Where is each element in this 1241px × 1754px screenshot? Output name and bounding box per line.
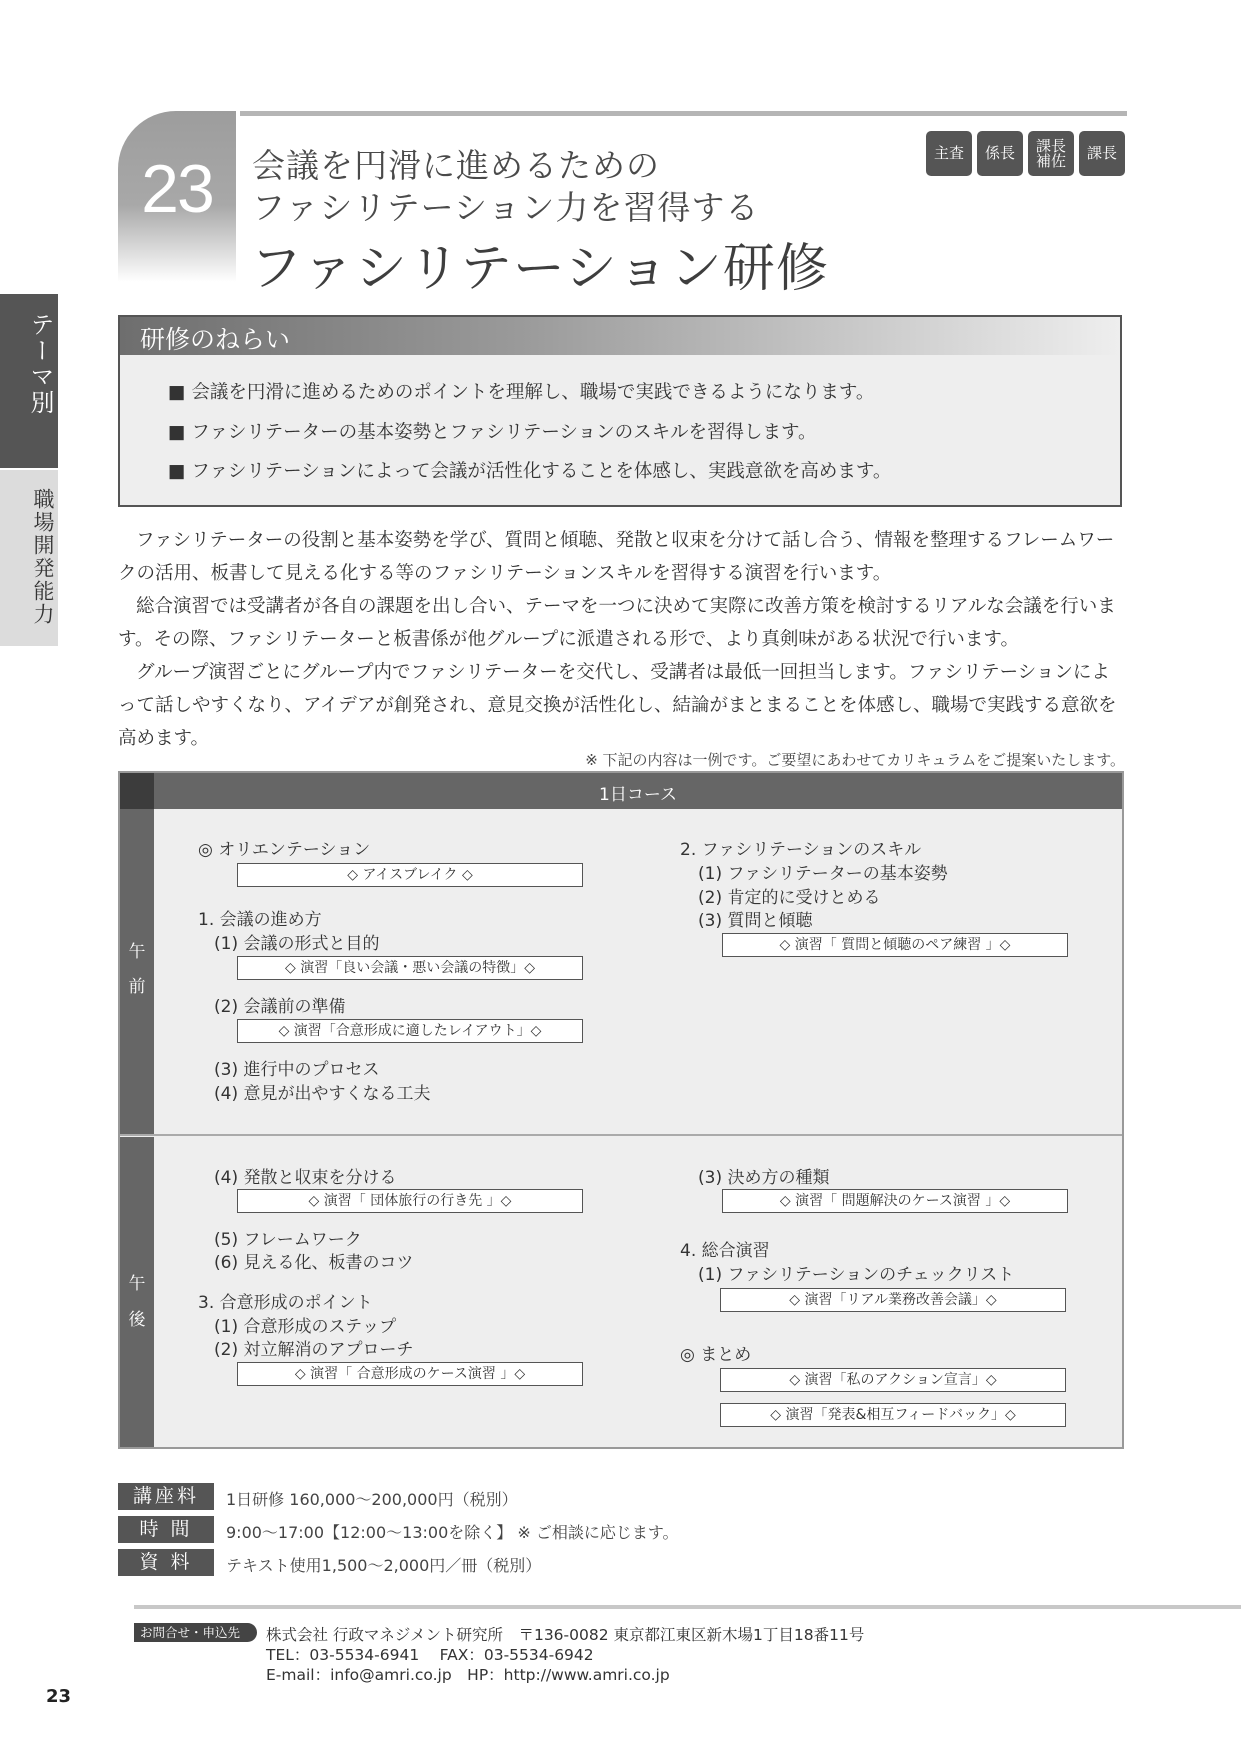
- subtitle-line-1: 会議を円滑に進めるための: [252, 146, 660, 185]
- contact-address: 株式会社 行政マネジメント研究所 〒136-0082 東京都江東区新木場1丁目18番11号: [266, 1626, 865, 1644]
- item-3-2: (2) 対立解消のアプローチ: [214, 1340, 414, 1360]
- section-4: 4. 総合演習: [680, 1241, 770, 1261]
- aim-item-3: ■ ファシリテーションによって会議が活性化することを体感し、実践意欲を高めます。: [168, 461, 892, 482]
- section-2: 2. ファシリテーションのスキル: [680, 840, 922, 860]
- exercise-6: ◇ 演習「 問題解決のケース演習 」◇: [722, 1189, 1068, 1213]
- item-2-5: (5) フレームワーク: [214, 1230, 362, 1250]
- material-label: 資 料: [118, 1549, 214, 1576]
- item-1-4: (4) 意見が出やすくなる工夫: [214, 1084, 431, 1104]
- orientation: ◎ オリエンテーション: [198, 840, 371, 860]
- item-2-2: (2) 肯定的に受けとめる: [698, 888, 881, 908]
- item-2-1: (1) ファシリテーターの基本姿勢: [698, 864, 948, 884]
- pm-label-2: 後: [128, 1310, 146, 1330]
- subtitle-line-2: ファシリテーション力を習得する: [252, 188, 760, 227]
- item-3-1: (1) 合意形成のステップ: [214, 1317, 397, 1337]
- description-para-1: ファシリテーターの役割と基本姿勢を学び、質問と傾聴、発散と収束を分けて話し合う、情報を整理するフレームワークの活用、板書して見える化する等のファシリテーションスキルを習得する演習を行います。: [118, 530, 1115, 584]
- description-para-2: 総合演習では受講者が各自の課題を出し合い、テーマを一つに決めて実際に改善方策を検討するリアルな会議を行います。その際、ファシリテーターと板書係が他グループに派遣される形で、より真剣味がある状況で行います。: [118, 596, 1116, 650]
- badge-kacho-hosa: 課長 補佐: [1028, 131, 1074, 176]
- am-pm-divider: [120, 1134, 1122, 1136]
- side-tab-theme[interactable]: [0, 294, 58, 468]
- exercise-2: ◇ 演習「合意形成に適したレイアウト」◇: [237, 1019, 583, 1043]
- fee-label: 講座料: [118, 1483, 214, 1510]
- exercise-7: ◇ 演習「リアル業務改善会議」◇: [720, 1288, 1066, 1312]
- page-number: 23: [46, 1686, 72, 1707]
- item-1-2: (2) 会議前の準備: [214, 997, 346, 1017]
- contact-phone: TEL：03-5534-6941 FAX：03-5534-6942: [266, 1646, 594, 1664]
- exercise-8: ◇ 演習「私のアクション宣言」◇: [720, 1368, 1066, 1392]
- curriculum-note: ※ 下記の内容は一例です。ご要望にあわせてカリキュラムをご提案いたします。: [585, 751, 1125, 769]
- course-length: 1日コース: [599, 785, 677, 805]
- time-value: 9:00〜17:00【12:00〜13:00を除く】 ※ ご相談に応じます。: [226, 1523, 679, 1542]
- exercise-1: ◇ 演習「良い会議・悪い会議の特徴」◇: [237, 956, 583, 980]
- item-2-3: (3) 質問と傾聴: [698, 911, 813, 931]
- footer-rule: [134, 1605, 1241, 1609]
- exercise-9: ◇ 演習「発表&相互フィードバック」◇: [720, 1403, 1066, 1427]
- exercise-3: ◇ 演習「 質問と傾聴のペア練習 」◇: [722, 933, 1068, 957]
- item-3-3: (3) 決め方の種類: [698, 1168, 830, 1188]
- contact-web: E-mail：info@amri.co.jp HP：http://www.amri.co.jp: [266, 1666, 670, 1684]
- side-tab-workplace[interactable]: [0, 470, 58, 646]
- item-4-1: (1) ファシリテーションのチェックリスト: [698, 1265, 1015, 1285]
- am-label-2: 前: [128, 977, 146, 997]
- header-top-rule: [240, 111, 1127, 116]
- item-1-3: (3) 進行中のプロセス: [214, 1060, 380, 1080]
- time-label: 時 間: [118, 1516, 214, 1543]
- pm-label-1: 午: [128, 1274, 146, 1294]
- course-number: 23: [141, 151, 213, 227]
- curriculum-header-corner: [120, 773, 154, 809]
- fee-value: 1日研修 160,000〜200,000円（税別）: [226, 1490, 518, 1509]
- badge-shusa: 主査: [926, 131, 972, 176]
- side-tab-theme-label: テーマ別: [26, 312, 54, 416]
- exercise-icebreak: ◇ アイスブレイク ◇: [237, 863, 583, 887]
- item-1-1: (1) 会議の形式と目的: [214, 934, 380, 954]
- aim-item-2: ■ ファシリテーターの基本姿勢とファシリテーションのスキルを習得します。: [168, 422, 817, 443]
- contact-label: お問合せ・申込先: [134, 1623, 257, 1642]
- badge-kakaricho: 係長: [977, 131, 1023, 176]
- aims-heading: 研修のねらい: [140, 325, 291, 354]
- side-tab-workplace-label: 職場開発能力: [31, 488, 55, 626]
- section-1: 1. 会議の進め方: [198, 910, 322, 930]
- am-label-1: 午: [128, 942, 146, 962]
- badge-kacho: 課長: [1079, 131, 1125, 176]
- section-3: 3. 合意形成のポイント: [198, 1293, 373, 1313]
- description-para-3: グループ演習ごとにグループ内でファシリテーターを交代し、受講者は最低一回担当します。ファシリテーションによって話しやすくなり、アイデアが創発され、意見交換が活性化し、結論がまとまることを体感し、職場で実践する意欲を高めます。: [118, 662, 1117, 749]
- exercise-5: ◇ 演習「 合意形成のケース演習 」◇: [237, 1362, 583, 1386]
- exercise-4: ◇ 演習「 団体旅行の行き先 」◇: [237, 1189, 583, 1213]
- item-2-6: (6) 見える化、板書のコツ: [214, 1253, 414, 1273]
- material-value: テキスト使用1,500〜2,000円／冊（税別）: [226, 1556, 542, 1575]
- aim-item-1: ■ 会議を円滑に進めるためのポイントを理解し、職場で実践できるようになります。: [168, 382, 875, 403]
- summary: ◎ まとめ: [680, 1345, 752, 1365]
- page-title: ファシリテーション研修: [250, 239, 829, 299]
- item-2-4: (4) 発散と収束を分ける: [214, 1168, 397, 1188]
